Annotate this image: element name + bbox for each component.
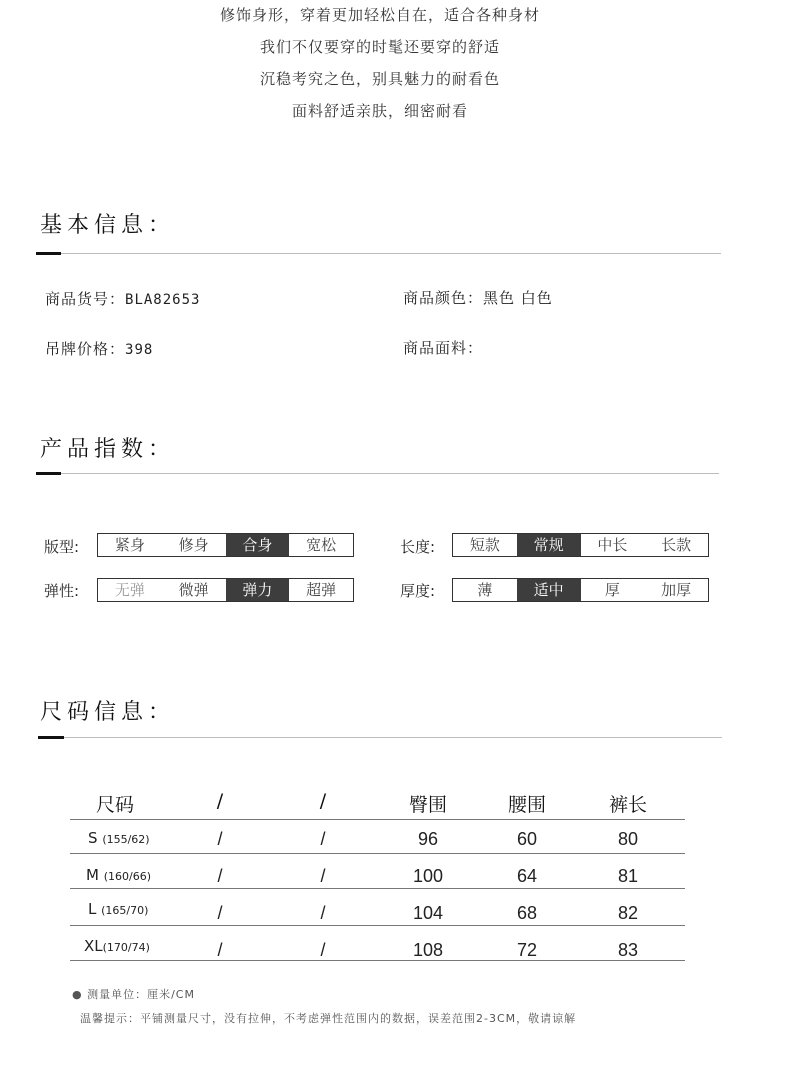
table-divider [70,853,685,854]
size-spec: (165/70) [101,904,149,917]
table-cell: / [217,940,223,960]
hip-cell: 96 [417,829,439,849]
fit-label: 版型: [44,538,80,556]
size-code: S [88,829,98,847]
length-option: 长款 [661,536,692,554]
intro-line: 修饰身形，穿着更加轻松自在，适合各种身材 [219,6,540,24]
thickness-label: 厚度: [400,582,436,600]
length-cell: 83 [617,940,639,960]
table-cell: / [217,829,223,849]
item-fabric-label: 商品面料： [403,339,484,357]
item-number [45,288,200,309]
table-divider [70,925,685,926]
table-header-blank: / [216,790,224,812]
size-code: XL [84,937,103,955]
item-color-label: 商品颜色： [403,289,484,307]
item-number-label: 商品货号： [45,290,126,308]
fit-scale [97,533,354,557]
size-code: L [88,900,97,918]
section-divider [36,253,721,254]
size-cell [86,866,151,884]
size-spec: (155/62) [102,833,150,846]
table-header-waist: 腰围 [507,794,546,816]
size-cell [84,937,150,955]
length-option-selected: 常规 [517,534,581,556]
thickness-option: 薄 [477,581,493,599]
fit-option-selected: 合身 [226,534,290,556]
waist-cell: 60 [516,829,538,849]
elastic-scale [97,578,354,602]
table-header-hip: 臀围 [408,794,447,816]
size-cell [88,900,148,918]
elastic-option: 微弹 [178,581,209,599]
tip-note: 温馨提示：平铺测量尺寸，没有拉伸，不考虑弹性范围内的数据，误差范围2-3CM，敬请谅解 [80,1012,577,1025]
table-cell: / [217,866,223,886]
table-divider [70,960,685,961]
table-divider [70,819,685,820]
length-label: 长度: [400,538,436,556]
item-color [403,287,553,308]
length-option: 中长 [597,536,628,554]
fit-option: 宽松 [306,536,337,554]
elastic-option: 超弹 [306,581,337,599]
elastic-option-selected: 弹力 [226,579,290,601]
table-divider [70,888,685,889]
intro-line: 我们不仅要穿的时髦还要穿的舒适 [259,38,500,56]
thickness-option-selected: 适中 [517,579,581,601]
section-divider-accent [38,736,64,739]
tag-price-label: 吊牌价格： [45,340,126,358]
size-cell [88,829,150,847]
size-code: M [86,866,99,884]
elastic-option: 无弹 [114,581,145,599]
length-cell: 81 [617,866,639,886]
size-spec: (170/74) [102,941,150,954]
intro-line: 沉稳考究之色，别具魅力的耐看色 [259,70,500,88]
size-info-title: 尺码信息： [40,700,176,725]
section-divider-accent [36,252,61,255]
item-fabric [403,337,483,358]
thickness-option: 加厚 [661,581,692,599]
waist-cell: 72 [516,940,538,960]
item-color-value: 黑色 白色 [483,289,553,307]
table-cell: / [320,940,326,960]
waist-cell: 68 [516,903,538,923]
length-cell: 80 [617,829,639,849]
elastic-label: 弹性: [44,582,80,600]
table-cell: / [320,866,326,886]
product-index-title: 产品指数： [40,437,176,462]
intro-line: 面料舒适亲肤，细密耐看 [291,102,468,120]
tag-price [45,338,153,359]
table-cell: / [320,829,326,849]
basic-info-title: 基本信息： [40,213,176,238]
section-divider-accent [36,472,61,475]
table-cell: / [217,903,223,923]
size-spec: (160/66) [103,870,152,883]
hip-cell: 108 [412,940,444,960]
item-number-value: BLA82653 [125,292,201,308]
hip-cell: 104 [412,903,444,923]
table-header-length: 裤长 [608,794,647,816]
section-divider [36,473,719,474]
table-header-blank: / [319,790,327,812]
table-header-size: 尺码 [95,794,134,816]
length-option: 短款 [469,536,500,554]
tag-price-value: 398 [125,342,154,358]
unit-note: ● 测量单位：厘米/CM [72,988,195,1001]
thickness-scale [452,578,709,602]
length-cell: 82 [617,903,639,923]
fit-option: 修身 [178,536,209,554]
table-cell: / [320,903,326,923]
section-divider [38,737,722,738]
waist-cell: 64 [516,866,538,886]
length-scale [452,533,709,557]
fit-option: 紧身 [114,536,145,554]
thickness-option: 厚 [604,581,620,599]
hip-cell: 100 [412,866,444,886]
